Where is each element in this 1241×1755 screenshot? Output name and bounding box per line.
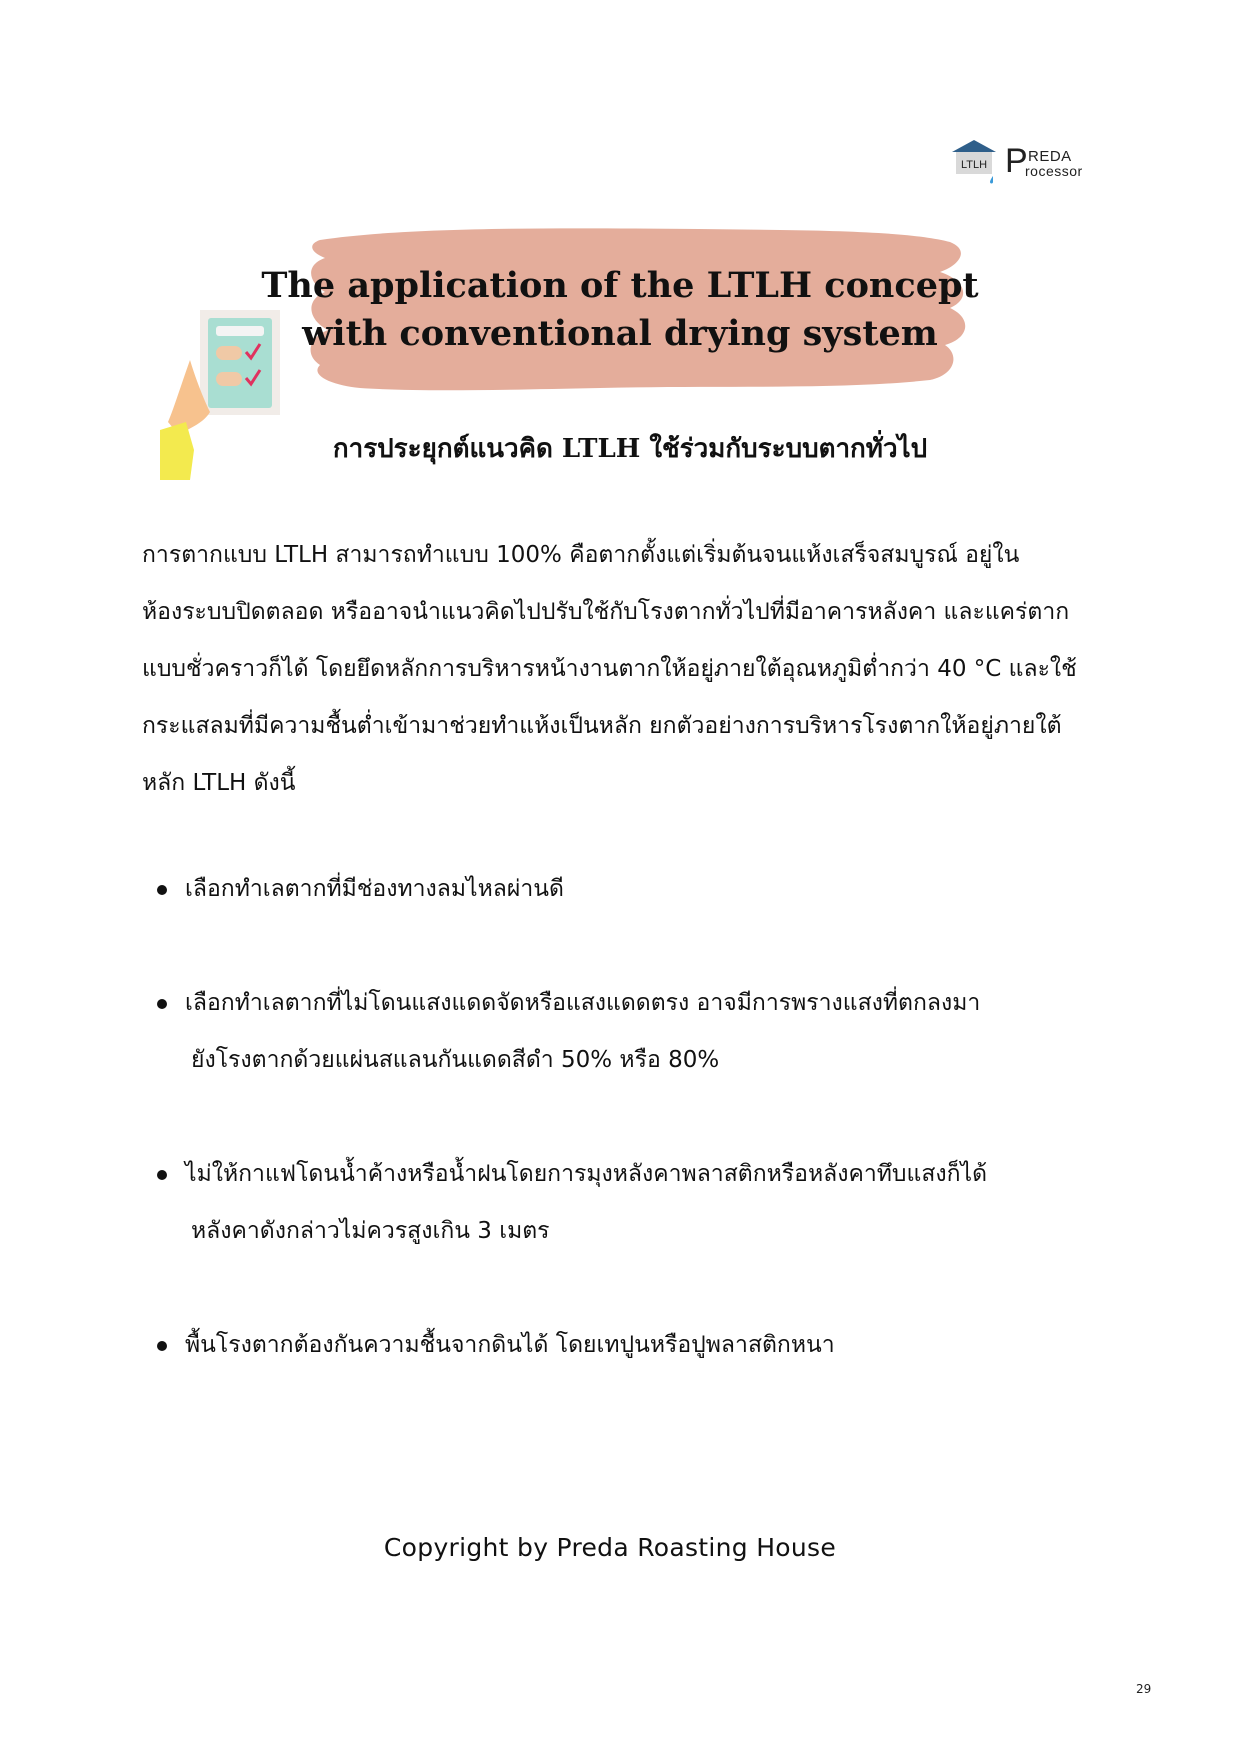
intro-line: แบบชั่วคราวก็ได้ โดยยึดหลักการบริหารหน้างานตากให้อยู่ภายใต้อุณหภูมิต่ำกว่า 40 °C และใช้	[142, 656, 1077, 682]
bullet-line: ไม่ให้กาแฟโดนน้ำค้างหรือน้ำฝนโดยการมุงหลังคาพลาสติกหรือหลังคาทึบแสงก็ได้	[185, 1161, 988, 1187]
copyright-text: Copyright by Preda Roasting House	[383, 1533, 837, 1562]
house-logo-icon	[950, 138, 998, 186]
intro-line: กระแสลมที่มีความชื้นต่ำเข้ามาช่วยทำแห้งเป็นหลัก ยกตัวอย่างการบริหารโรงตากให้อยู่ภายใต้	[142, 713, 1062, 739]
bullet-line: เลือกทำเลตากที่มีช่องทางลมไหลผ่านดี	[185, 876, 564, 902]
logo-line1: REDA	[1028, 148, 1072, 165]
bullet-line: ยังโรงตากด้วยแผ่นสแลนกันแดดสีดำ 50% หรือ 80%	[191, 1047, 720, 1073]
page-number: 29	[1136, 1682, 1152, 1696]
intro-line: หลัก LTLH ดังนี้	[142, 770, 296, 796]
intro-line: การตากแบบ LTLH สามารถทำแบบ 100% คือตากตั้งแต่เริ่มต้นจนแห้งเสร็จสมบูรณ์ อยู่ใน	[142, 542, 1020, 568]
bullet-dot-icon	[157, 1341, 167, 1351]
bullet-line: เลือกทำเลตากที่ไม่โดนแสงแดดจัดหรือแสงแดดตรง อาจมีการพรางแสงที่ตกลงมา	[185, 990, 981, 1016]
page-subtitle: การประยุกต์แนวคิด LTLH ใช้ร่วมกับระบบตากทั่วไป	[332, 434, 928, 464]
intro-line: ห้องระบบปิดตลอด หรืออาจนำแนวคิดไปปรับใช้กับโรงตากทั่วไปที่มีอาคารหลังคา และแคร่ตาก	[142, 599, 1070, 625]
bullet-dot-icon	[157, 885, 167, 895]
title-line-1: The application of the LTLH concept	[261, 265, 979, 306]
logo-letter: P	[1005, 142, 1028, 180]
page-title	[160, 262, 1080, 358]
intro-paragraph	[142, 527, 1122, 812]
bullet-dot-icon	[157, 1170, 167, 1180]
bullet-line: หลังคาดังกล่าวไม่ควรสูงเกิน 3 เมตร	[191, 1218, 550, 1244]
bullet-line: พื้นโรงตากต้องกันความชื้นจากดินได้ โดยเทปูนหรือปูพลาสติกหนา	[185, 1332, 835, 1358]
logo-mark-label: LTLH	[960, 159, 988, 171]
bullet-dot-icon	[157, 999, 167, 1009]
logo-line2: rocessor	[1025, 163, 1083, 179]
preda-processor-logo	[950, 138, 1090, 188]
title-line-2: with conventional drying system	[302, 313, 938, 354]
